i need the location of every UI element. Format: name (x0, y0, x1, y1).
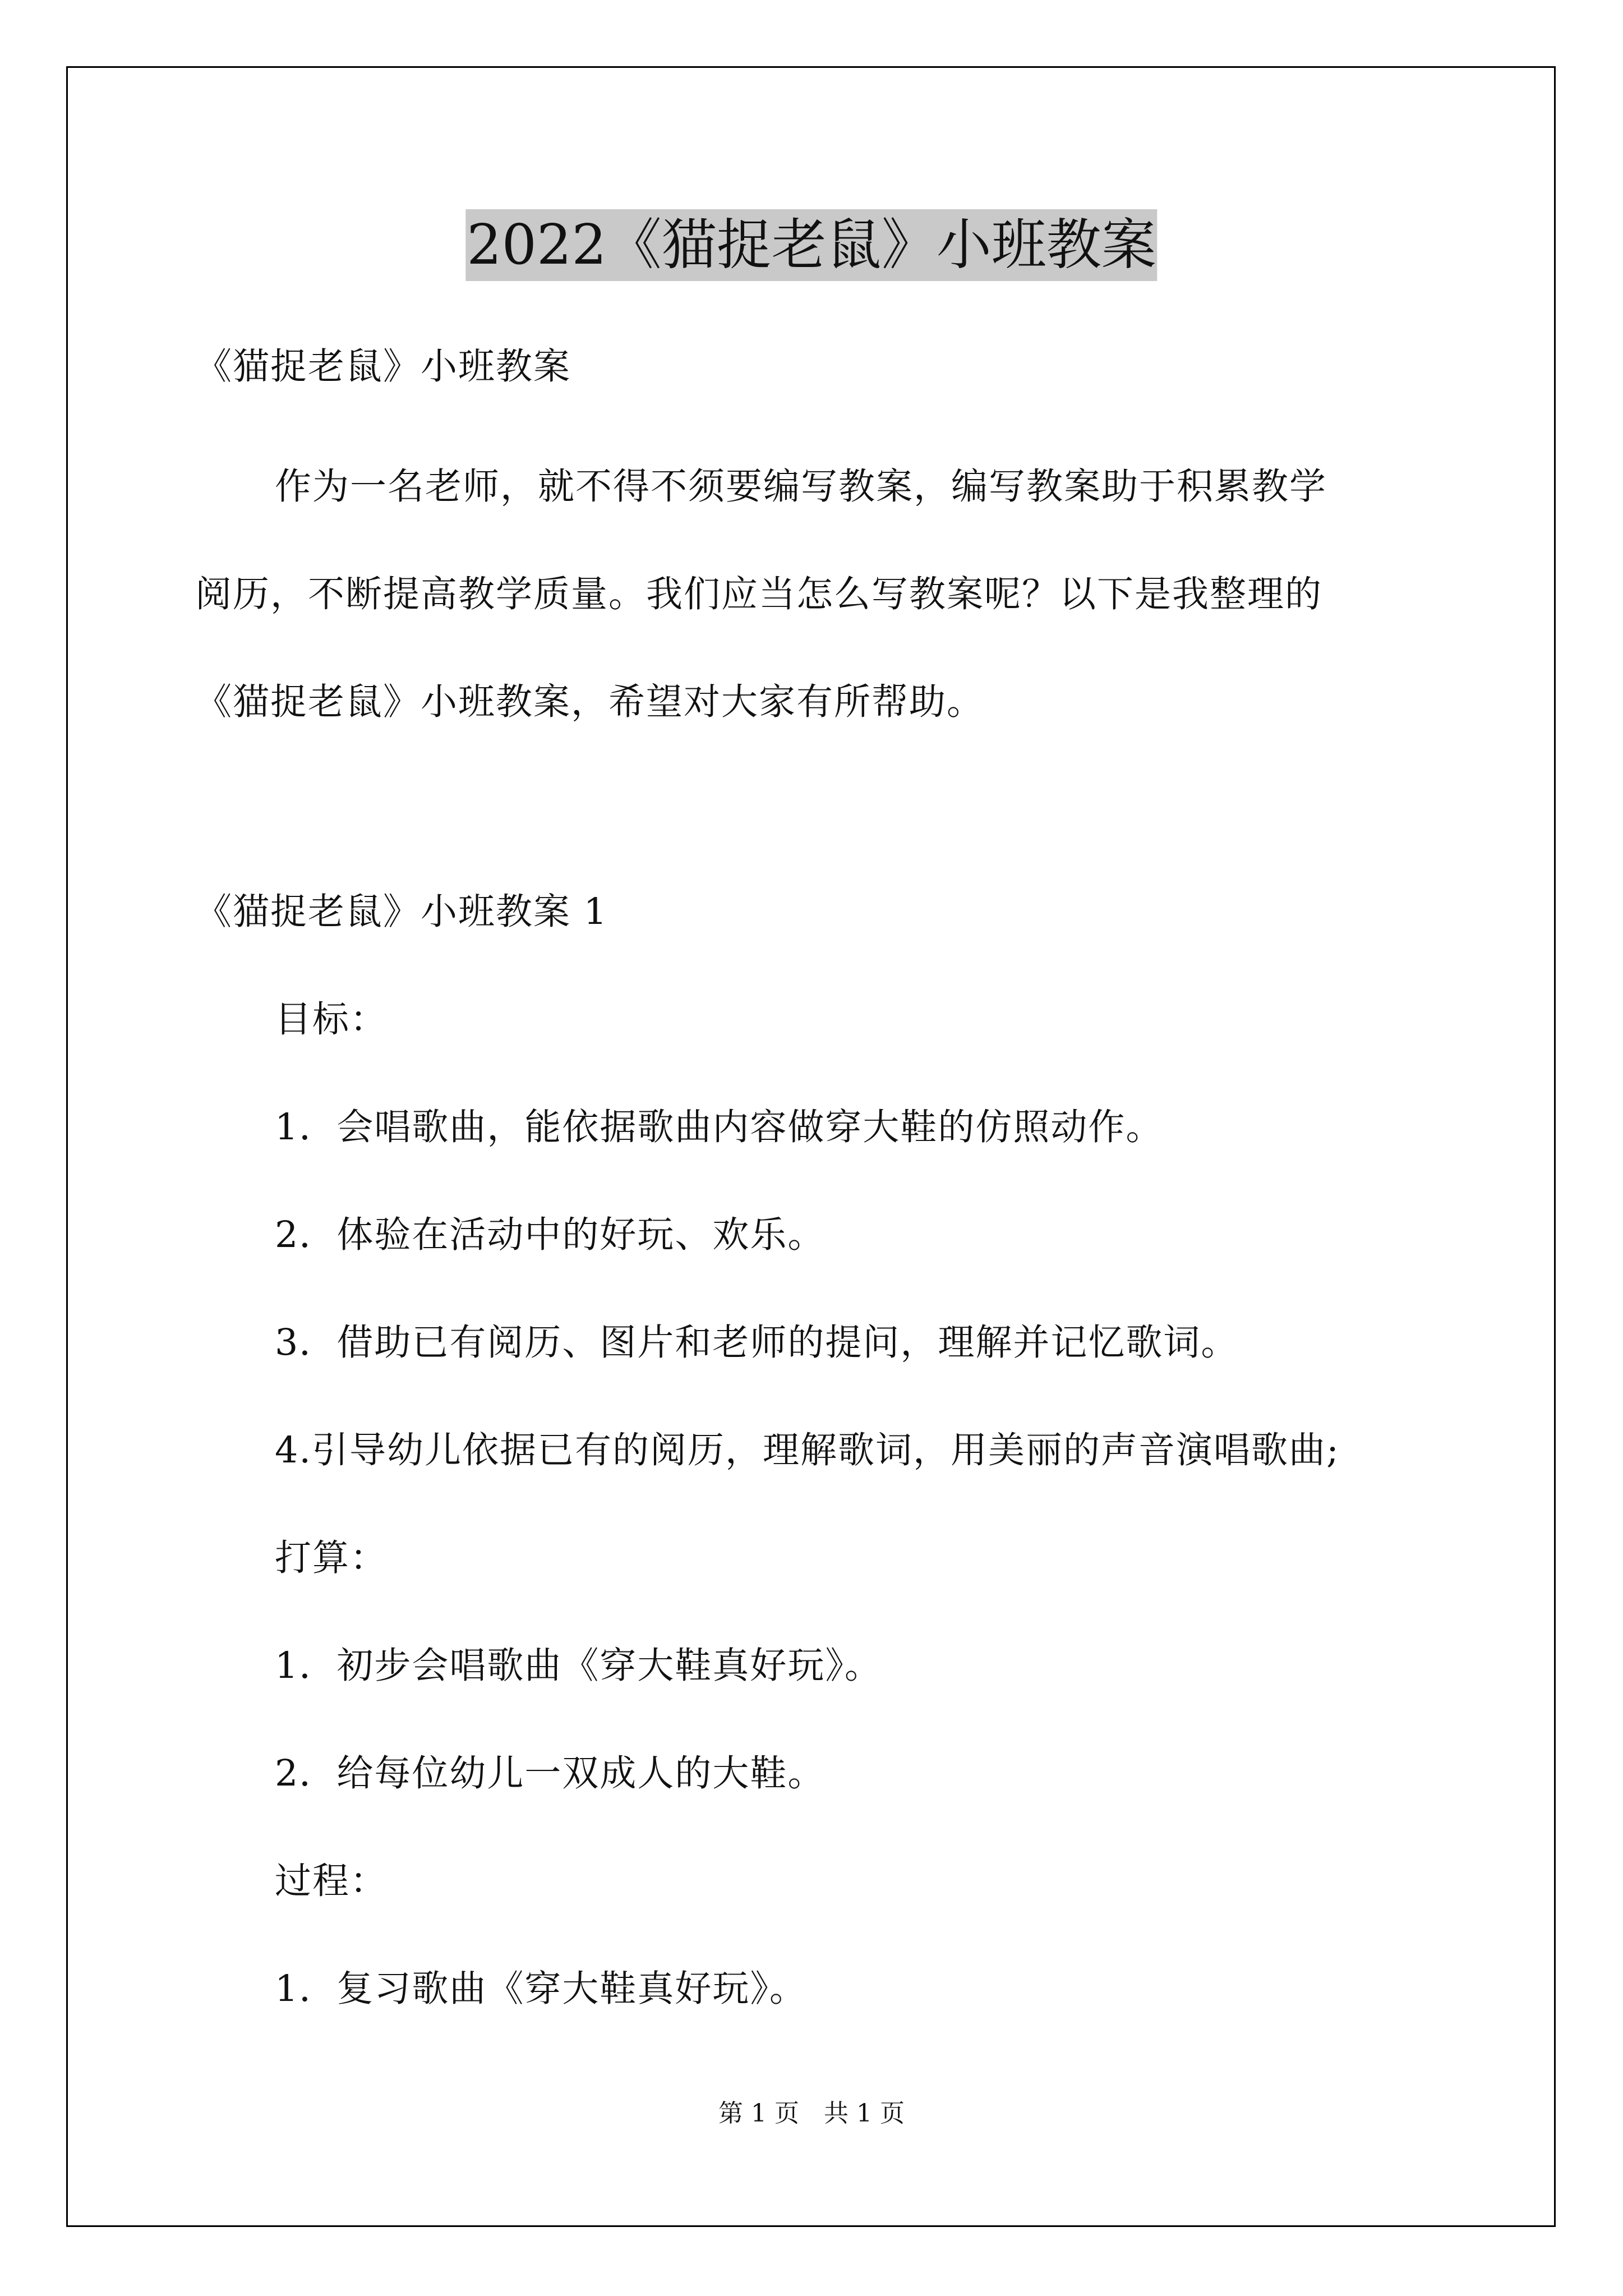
goal-item-2: 2．体验在活动中的好玩、欢乐。 (275, 1214, 826, 1256)
goal-item-4: 4.引导幼儿依据已有的阅历，理解歌词，用美丽的声音演唱歌曲; (275, 1429, 1340, 1471)
process-item-1: 1．复习歌曲《穿大鞋真好玩》。 (275, 1968, 807, 2010)
intro-line-1: 作为一名老师，就不得不须要编写教案，编写教案助于积累教学 (275, 466, 1327, 508)
intro-line-3: 《猫捉老鼠》小班教案，希望对大家有所帮助。 (195, 681, 985, 723)
section-heading: 《猫捉老鼠》小班教案 1 (195, 891, 608, 933)
goal-item-1: 1．会唱歌曲，能依据歌曲内容做穿大鞋的仿照动作。 (275, 1106, 1164, 1148)
goal-item-3: 3．借助已有阅历、图片和老师的提问，理解并记忆歌词。 (275, 1322, 1239, 1364)
preparation-label: 打算： (275, 1537, 388, 1579)
document-title: 2022《猫捉老鼠》小班教案 (465, 209, 1157, 281)
intro-line-2: 阅历，不断提高教学质量。我们应当怎么写教案呢？以下是我整理的 (195, 573, 1323, 615)
process-label: 过程： (275, 1860, 388, 1902)
preparation-item-2: 2．给每位幼儿一双成人的大鞋。 (275, 1752, 826, 1795)
page-footer: 第 1 页 共 1 页 (718, 2099, 905, 2128)
document-subtitle: 《猫捉老鼠》小班教案 (195, 346, 571, 388)
preparation-item-1: 1．初步会唱歌曲《穿大鞋真好玩》。 (275, 1645, 882, 1687)
goals-label: 目标： (275, 999, 388, 1041)
